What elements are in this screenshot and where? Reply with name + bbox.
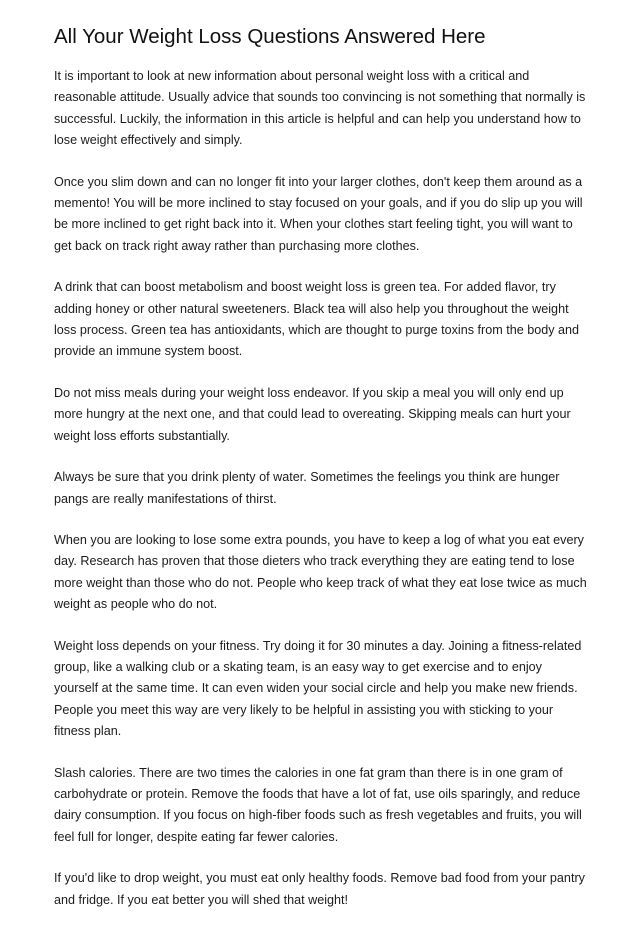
paragraph-3: A drink that can boost metabolism and boost weight loss is green tea. For added flavor, try adding honey or other natural sweeteners. Black tea will also help you throughout the weight loss process. Green tea has antioxidants, which are thought to purge toxins from the body and provide an immune system boost. [54,280,580,359]
paragraph-9: If you'd like to drop weight, you must eat only healthy foods. Remove bad food from your pantry and fridge. If you eat better you will shed that weight! [54,871,585,907]
paragraph-6: When you are looking to lose some extra pounds, you have to keep a log of what you eat every day. Research has proven that those dieters who track everything they are eating tend to lose more weight than those who do not. People who keep track of what they eat lose twice as much weight as people who do not. [54,532,587,612]
paragraph-1: It is important to look at new information about personal weight loss with a critical and reasonable attitude. Usually advice that sounds too convincing is not something that normally is successful. Luckily, the information in this article is helpful and can help you understand how to lose weight effectively and simply. [54,69,586,148]
document-page [54,24,588,931]
paragraph-7: Weight loss depends on your fitness. Try doing it for 30 minutes a day. Joining a fitness-related group, like a walking club or a skating team, is an easy way to get exercise and to enjoy yourself at the same time. It can even widen your social circle and help you make new friends. People you meet this way are very likely to be helpful in assisting you with sticking to your fitness plan. [54,638,582,739]
page-title: All Your Weight Loss Questions Answered Here [54,25,486,48]
paragraph-2: Once you slim down and can no longer fit into your larger clothes, don't keep them around as a memento! You will be more inclined to stay focused on your goals, and if you do slip up you will be more inclined to get right back into it. When your clothes start feeling tight, you will want to get back on track right away rather than purchasing more clothes. [54,174,583,253]
paragraph-4: Do not miss meals during your weight loss endeavor. If you skip a meal you will only end up more hungry at the next one, and that could lead to overeating. Skipping meals can hurt your weight loss efforts substantially. [54,385,571,443]
paragraph-5: Always be sure that you drink plenty of water. Sometimes the feelings you think are hunger pangs are really manifestations of thirst. [54,470,560,506]
paragraph-8: Slash calories. There are two times the calories in one fat gram than there is in one gram of carbohydrate or protein. Remove the foods that have a lot of fat, use oils sparingly, and reduce dairy consumption. If you focus on high-fiber foods such as fresh vegetables and fruits, you will feel full for longer, despite eating far fewer calories. [54,765,582,844]
